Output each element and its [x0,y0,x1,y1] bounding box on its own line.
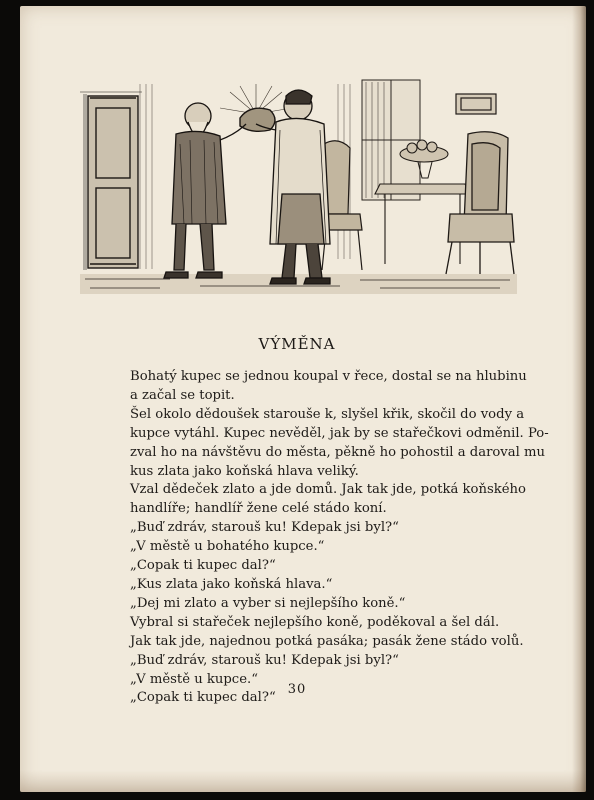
text-line: „Copak ti kupec dal?“ [130,558,276,574]
story-title: VÝMĚNA [258,335,336,353]
text-line: „V městě u kupce.“ [130,671,258,687]
text-line: „Copak ti kupec dal?“ [130,690,276,706]
page-edge-shadow [572,6,586,792]
story-body [130,368,549,708]
floor [80,274,517,294]
text-line: Vzal dědeček zlato a jde domů. Jak tak jde, potká koňského [130,482,526,498]
text-line: „Dej mi zlato a vyber si nejlepšího koně.“ [130,595,406,611]
old-man-figure [164,103,246,278]
armchair [446,132,514,274]
text-line: a začal se topit. [130,387,235,403]
text-line: „Buď zdráv, starouš ku! Kdepak jsi byl?“ [130,520,399,536]
text-line: Vybral si stařeček nejlepšího koně, poděkoval a šel dál. [130,614,500,630]
text-line: handlíře; handlíř žene celé stádo koní. [130,501,387,517]
window [362,80,420,200]
text-line: kupce vytáhl. Kupec nevěděl, jak by se stařečkovi odměnil. Po- [130,425,549,441]
door [88,96,138,268]
page-number: 30 [287,682,307,697]
text-line: zval ho na návštěvu do města, pěkně ho pohostil a daroval mu [130,444,546,460]
text-line: Bohatý kupec se jednou koupal v řece, dostal se na hlubinu [130,369,527,384]
text-line: „V městě u bohatého kupce.“ [130,539,325,555]
text-line: „Kus zlata jako koňská hlava.“ [130,576,333,592]
text-line: Šel okolo dědoušek starouše k, slyšel křik, skočil do vody a [130,406,525,422]
page-bottom-shadow [20,770,586,792]
text-line: „Buď zdráv, starouš ku! Kdepak jsi byl?“ [130,652,399,668]
story-illustration [80,74,517,294]
wall-picture [456,94,496,114]
text-line: kus zlata jako koňská hlava veliký. [130,463,359,479]
gold-lump [240,108,275,131]
text-line: Jak tak jde, najednou potká pasáka; pasák žene stádo volů. [130,633,524,649]
